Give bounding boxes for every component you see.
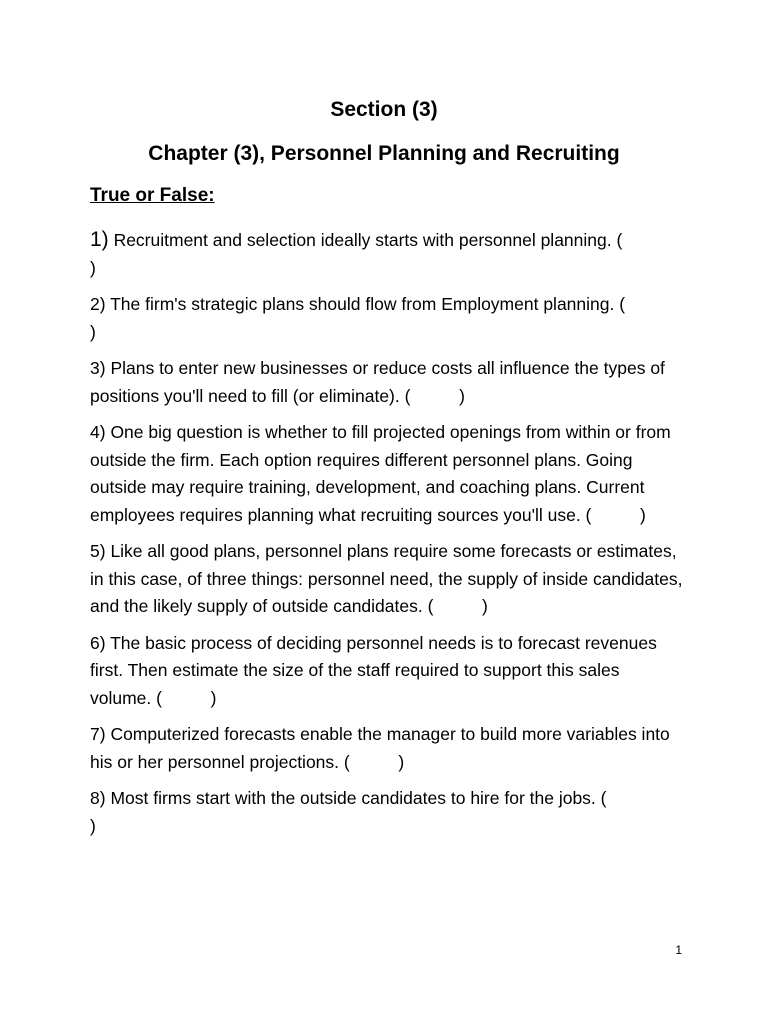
answer-blank bbox=[410, 383, 459, 411]
question-number: 4) bbox=[90, 422, 106, 442]
question-item bbox=[90, 538, 685, 621]
question-text: Computerized forecasts enable the manager to build more variables into his or her personnel projections. ( bbox=[90, 724, 670, 772]
question-number: 2) bbox=[90, 294, 106, 314]
answer-close: ) bbox=[398, 751, 405, 772]
answer-blank bbox=[162, 685, 211, 713]
page-number: 1 bbox=[675, 943, 682, 957]
answer-close: ) bbox=[90, 321, 96, 342]
answer-blank bbox=[433, 593, 482, 621]
question-text: Most firms start with the outside candidates to hire for the jobs. ( bbox=[110, 788, 607, 808]
question-number: 5) bbox=[90, 541, 106, 561]
question-number: 6) bbox=[90, 632, 106, 653]
question-list bbox=[90, 226, 685, 849]
chapter-title: Chapter (3), Personnel Planning and Recruiting bbox=[148, 142, 620, 165]
question-item bbox=[90, 630, 685, 713]
answer-close: ) bbox=[482, 596, 488, 616]
question-text: The firm's strategic plans should flow from Employment planning. ( bbox=[110, 294, 626, 314]
question-number: 1) bbox=[90, 228, 109, 251]
question-item bbox=[90, 785, 685, 840]
question-item bbox=[90, 291, 685, 346]
question-item bbox=[90, 355, 685, 410]
answer-close: ) bbox=[459, 385, 465, 406]
question-text: Like all good plans, personnel plans require some forecasts or estimates, in this case, of three things: personnel need, the supply of inside candidates, and the likely supply of outside candidates. ( bbox=[90, 541, 683, 616]
question-text: The basic process of deciding personnel needs is to forecast revenues first. Then estimate the size of the staff required to support this sales volume. ( bbox=[90, 632, 657, 708]
question-number: 8) bbox=[90, 788, 106, 808]
question-item bbox=[90, 419, 685, 529]
answer-close: ) bbox=[90, 815, 96, 836]
question-text: Recruitment and selection ideally starts with personnel planning. ( bbox=[113, 230, 623, 250]
question-number: 7) bbox=[90, 724, 106, 744]
answer-close: ) bbox=[90, 257, 96, 278]
answer-close: ) bbox=[640, 504, 646, 525]
answer-blank bbox=[350, 749, 399, 777]
question-item bbox=[90, 721, 685, 776]
question-text: Plans to enter new businesses or reduce costs all influence the types of positions you'll need to fill (or eliminate). ( bbox=[90, 358, 665, 406]
answer-blank bbox=[591, 502, 640, 530]
question-number: 3) bbox=[90, 358, 106, 378]
answer-close: ) bbox=[210, 687, 217, 708]
question-item bbox=[90, 226, 685, 282]
question-text: One big question is whether to fill projected openings from within or from outside the firm. Each option requires different personnel plans. Going outside may require training, development, and coaching plans. Current employees requires planning what recruiting sources you'll use. ( bbox=[90, 422, 671, 525]
true-false-heading: True or False: bbox=[90, 185, 215, 206]
section-title: Section (3) bbox=[330, 98, 438, 121]
